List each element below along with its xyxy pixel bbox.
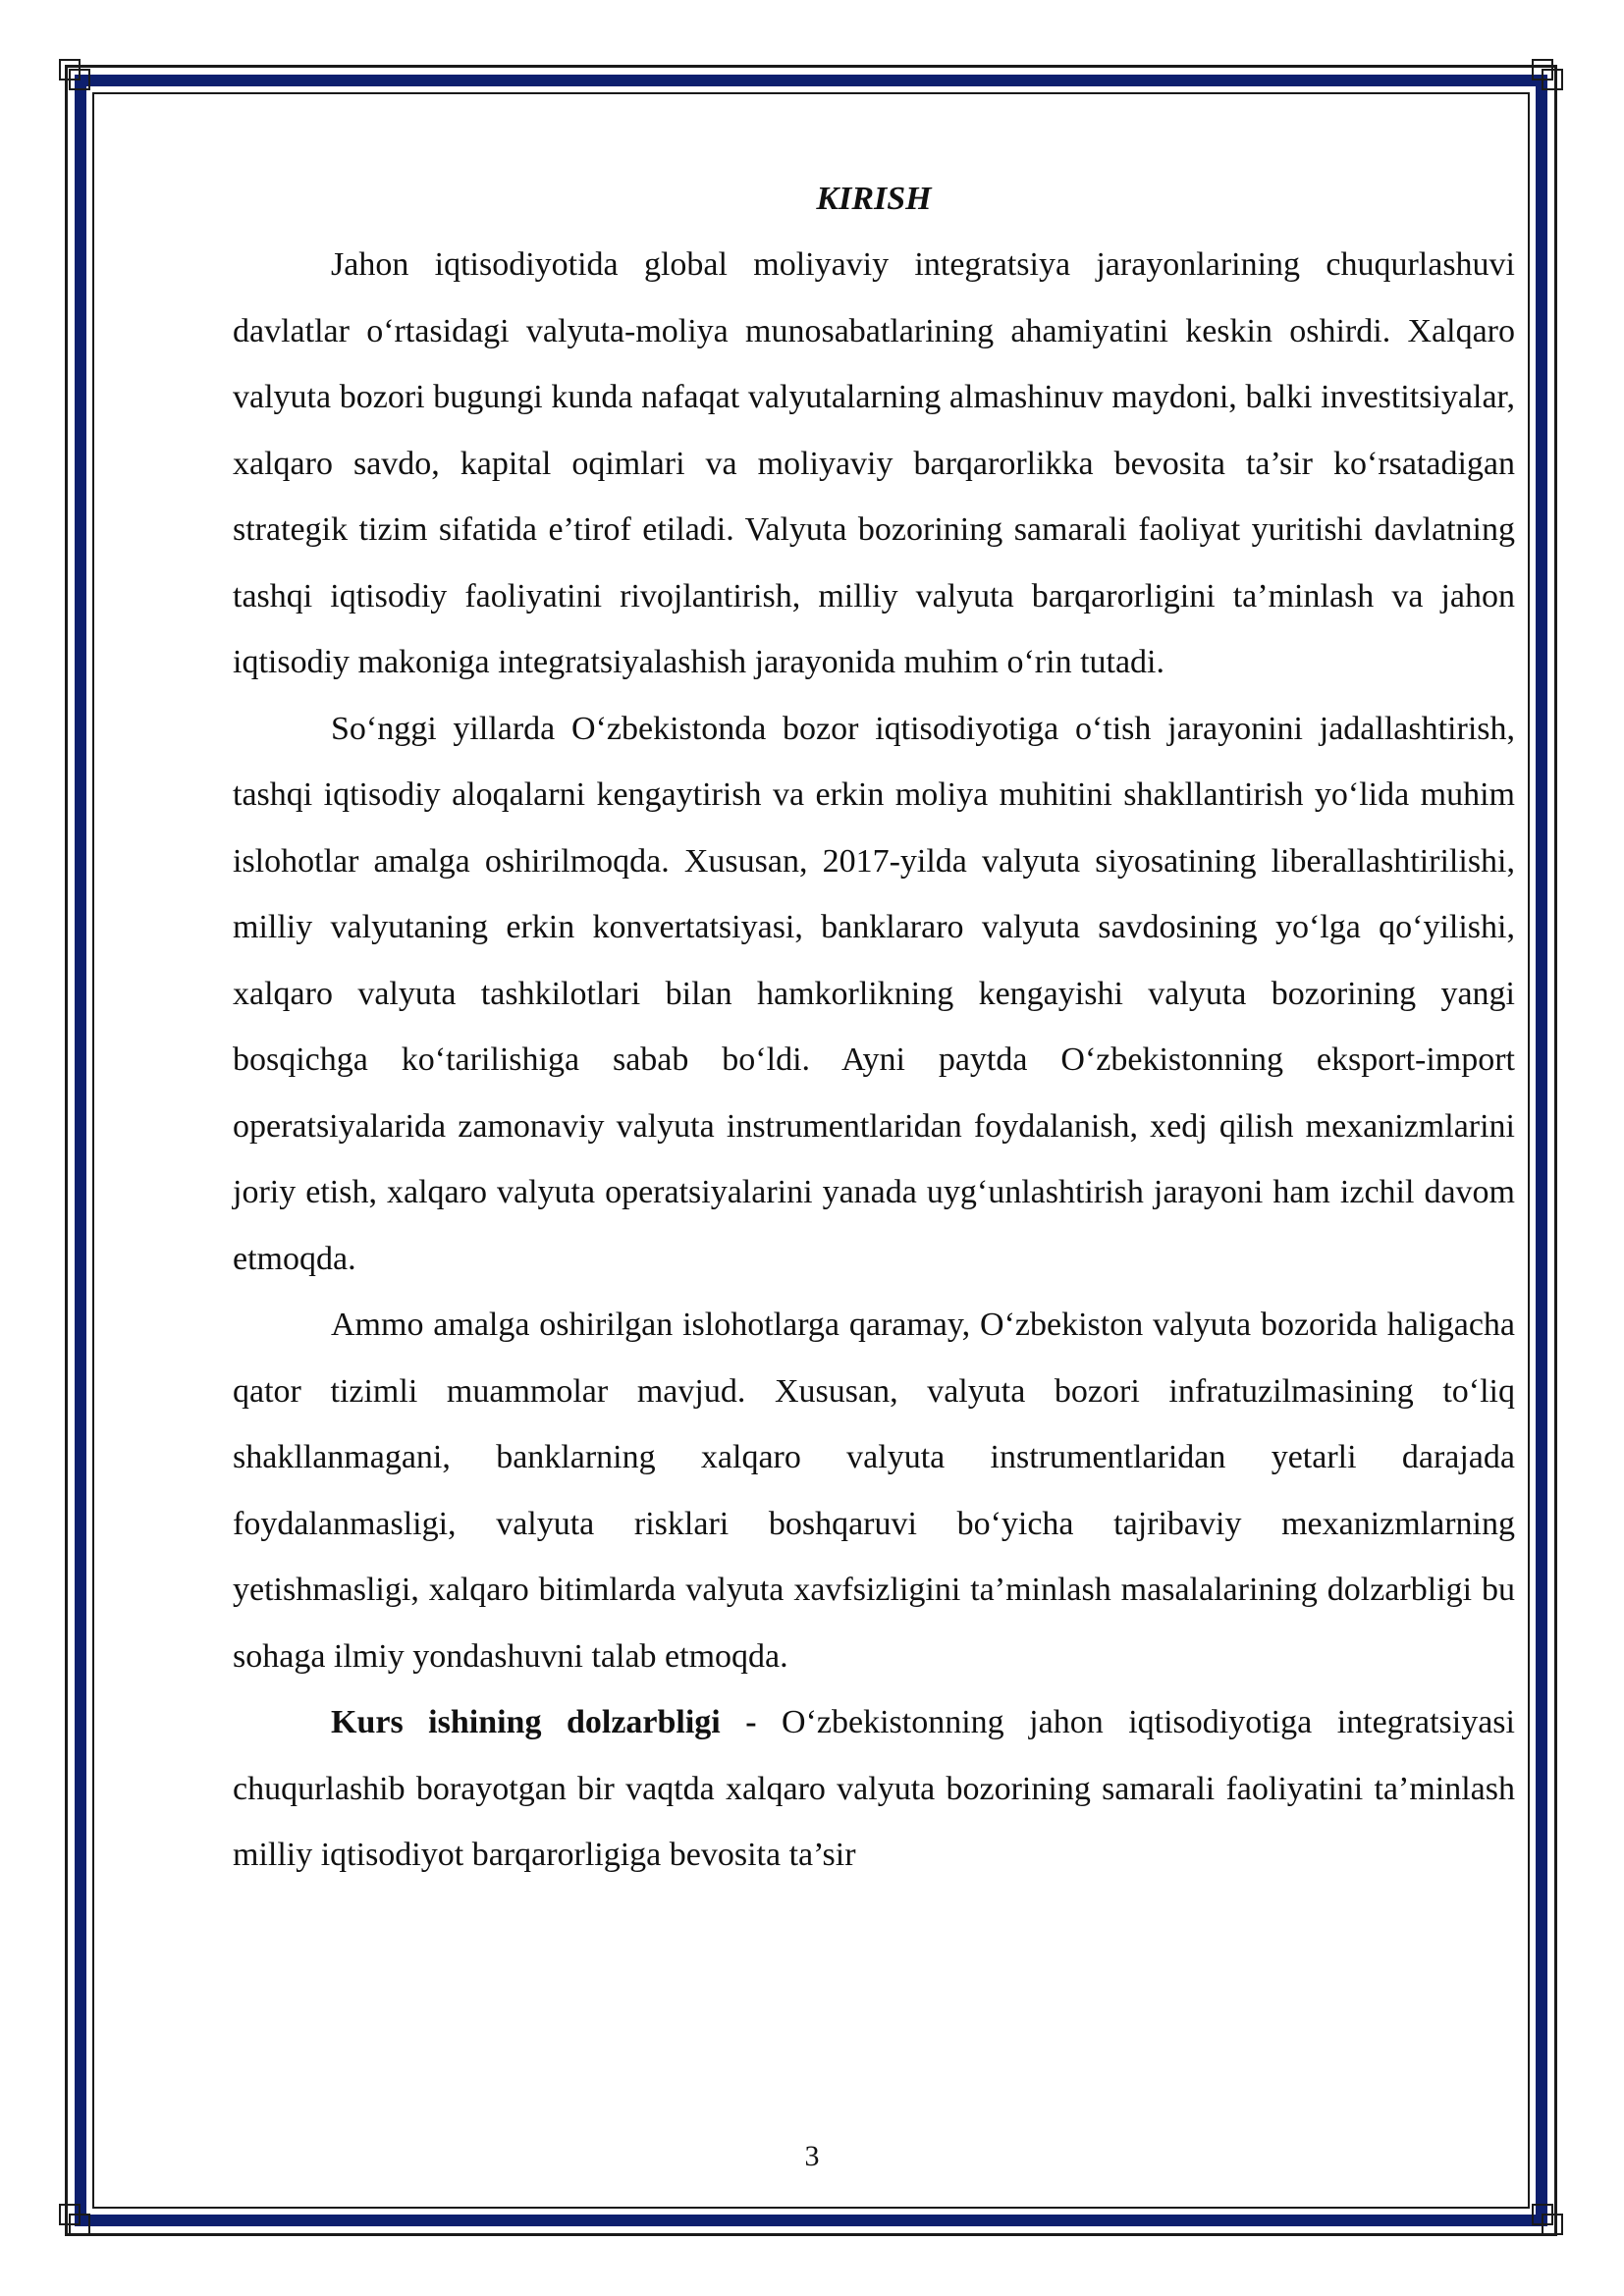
- corner-ornament-bottom-left: [59, 2204, 92, 2237]
- corner-ornament-bottom-right: [1532, 2204, 1565, 2237]
- paragraph-1: Jahon iqtisodiyotida global moliyaviy integratsiya jarayonlarining chuqurlashuvi davlatlar o‘rtasidagi valyuta-moliya munosabatlarining ahamiyatini keskin oshirdi. Xalqaro valyuta bozori bugungi kunda nafaqat valyutalarning almashinuv maydoni, balki investitsiyalar, xalqaro savdo, kapital oqimlari va moliyaviy barqarorlikka bevosita ta’sir ko‘rsatadigan strategik tizim sifatida e’tirof etiladi. Valyuta bozorining samarali faoliyat yuritishi davlatning tashqi iqtisodiy faoliyatini rivojlantirish, milliy valyuta barqarorligini ta’minlash va jahon iqtisodiy makoniga integratsiyalashish jarayonida muhim o‘rin tutadi.: [233, 246, 1515, 680]
- corner-ornament-top-left: [59, 59, 92, 92]
- document-body: [233, 167, 1515, 1889]
- paragraph-4-lead: Kurs ishining dolzarbligi -: [331, 1704, 757, 1740]
- paragraph-2: So‘nggi yillarda O‘zbekistonda bozor iqtisodiyotiga o‘tish jarayonini jadallashtirish, tashqi iqtisodiy aloqalarni kengaytirish va erkin moliya muhitini shakllantirish yo‘lida muhim islohotlar amalga oshirilmoqda. Xususan, 2017-yilda valyuta siyosatining liberallashtirilishi, milliy valyutaning erkin konvertatsiyasi, banklararo valyuta savdosining yo‘lga qo‘yilishi, xalqaro valyuta tashkilotlari bilan hamkorlikning kengayishi valyuta bozorining yangi bosqichga ko‘tarilishiga sabab bo‘ldi. Ayni paytda O‘zbekistonning eksport-import operatsiyalarida zamonaviy valyuta instrumentlaridan foydalanish, xedj qilish mexanizmlarini joriy etish, xalqaro valyuta operatsiyalarini yanada uyg‘unlashtirish jarayoni ham izchil davom etmoqda.: [233, 710, 1515, 1277]
- section-heading: KIRISH: [816, 181, 932, 217]
- paragraph-4-text: O‘zbekistonning jahon iqtisodiyotiga integratsiyasi chuqurlashib borayotgan bir vaqtda xalqaro valyuta bozorining samarali faoliyatini ta’minlash milliy iqtisodiyot barqarorligiga bevosita ta’sir: [233, 1704, 1515, 1873]
- page-number: 3: [804, 2140, 820, 2172]
- paragraph-3: Ammo amalga oshirilgan islohotlarga qaramay, O‘zbekiston valyuta bozorida haligacha qator tizimli muammolar mavjud. Xususan, valyuta bozori infratuzilmasining to‘liq shakllanmagani, banklarning xalqaro valyuta instrumentlaridan yetarli darajada foydalanmasligi, valyuta risklari boshqaruvi bo‘yicha tajribaviy mexanizmlarning yetishmasligi, xalqaro bitimlarda valyuta xavfsizligini ta’minlash masalalarining dolzarbligi bu sohaga ilmiy yondashuvni talab etmoqda.: [233, 1307, 1515, 1675]
- corner-ornament-top-right: [1532, 59, 1565, 92]
- paragraph-4: [233, 1689, 1515, 1889]
